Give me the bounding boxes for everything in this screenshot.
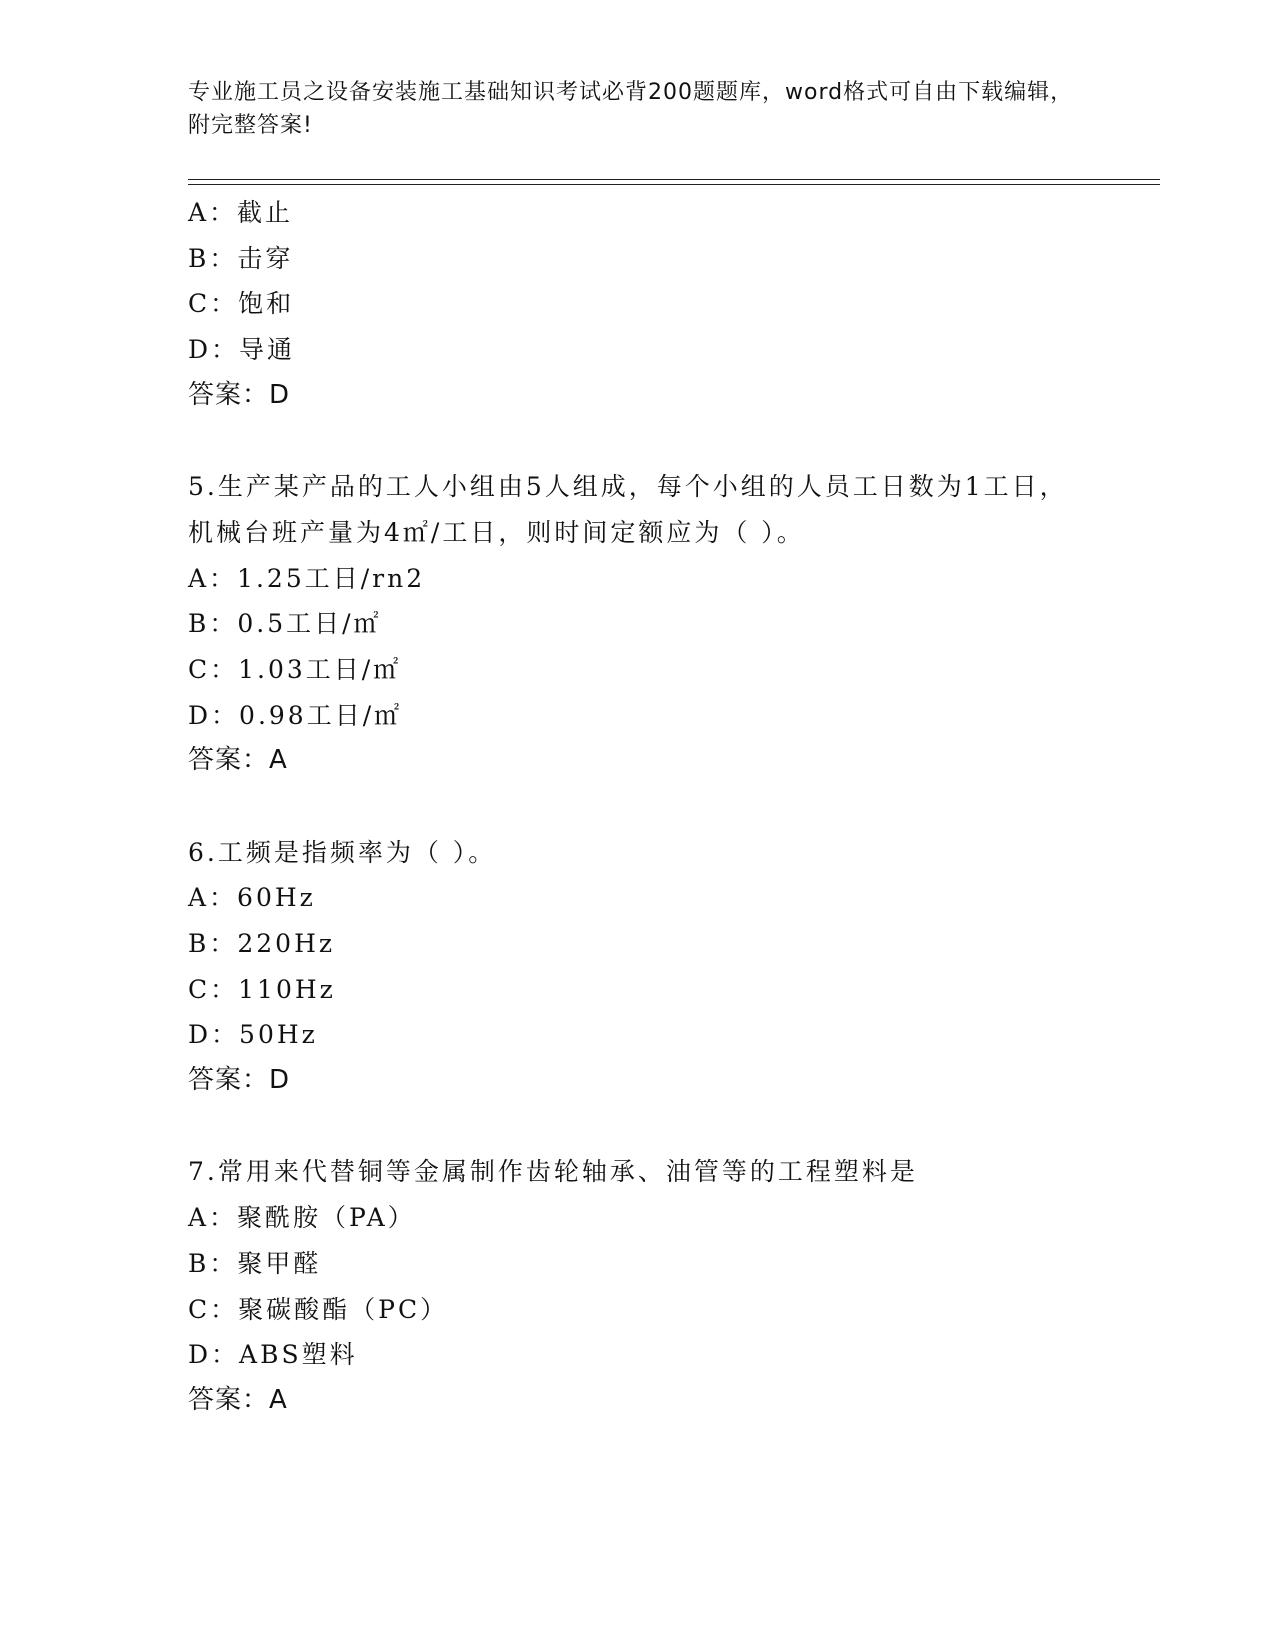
spacer (188, 418, 1088, 464)
option-c: C：110Hz (188, 974, 336, 1004)
option-b: B：0.5工日/㎡ (188, 609, 382, 639)
option-d: D：0.98工日/㎡ (188, 700, 403, 730)
option-b: B：聚甲醛 (188, 1248, 322, 1278)
option-a: A：1.25工日/rn2 (188, 563, 426, 593)
header-divider-top (188, 179, 1160, 180)
question-7 (188, 1149, 1088, 1423)
question-stem: 5.生产某产品的工人小组由5人组成，每个小组的人员工日数为1工日，机械台班产量为4㎡/工日，则时间定额应为（ ）。 (188, 472, 1068, 547)
spacer (188, 1104, 1088, 1150)
option-b: B：220Hz (188, 929, 336, 959)
question-stem: 7.常用来代替铜等金属制作齿轮轴承、油管等的工程塑料是 (188, 1157, 918, 1187)
option-d: D：导通 (188, 335, 296, 365)
answer: 答案：A (188, 745, 288, 776)
option-d: D：50Hz (188, 1020, 318, 1050)
spacer (188, 784, 1088, 830)
header-title: 专业施工员之设备安装施工基础知识考试必背200题题库，word格式可自由下载编辑，附完整答案! (188, 80, 1074, 138)
option-c: C：饱和 (188, 289, 295, 319)
answer: 答案：A (188, 1384, 288, 1415)
option-a: A：截止 (188, 198, 294, 227)
question-list (188, 190, 1088, 1424)
question-6 (188, 830, 1088, 1104)
option-b: B：击穿 (188, 243, 294, 273)
option-c: C：1.03工日/㎡ (188, 654, 402, 684)
option-d: D：ABS塑料 (188, 1340, 358, 1370)
option-a: A：聚酰胺（PA） (188, 1203, 416, 1233)
answer: 答案：D (188, 379, 291, 410)
question-5 (188, 464, 1088, 784)
question-stem: 6.工频是指频率为（ ）。 (188, 837, 497, 867)
header-divider-bottom (188, 184, 1160, 185)
document-header (188, 76, 1088, 142)
partial-question (188, 190, 1088, 418)
option-a: A：60Hz (188, 883, 316, 913)
answer: 答案：D (188, 1065, 291, 1096)
option-c: C：聚碳酸酯（PC） (188, 1294, 449, 1324)
